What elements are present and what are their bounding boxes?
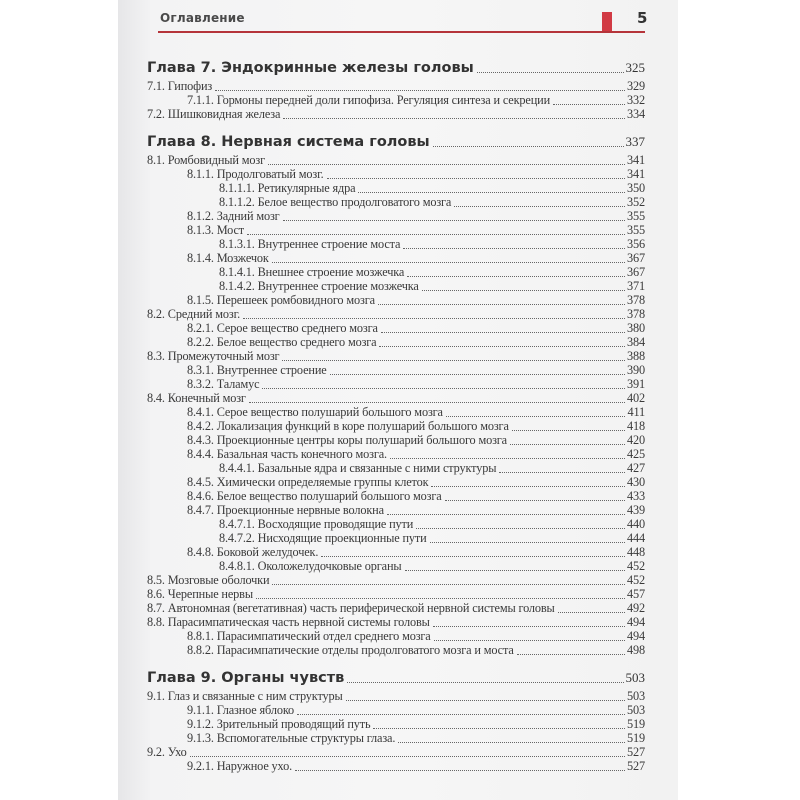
- toc-entry[interactable]: [147, 574, 645, 588]
- dot-leader: [517, 654, 625, 655]
- entry-title: 8.2. Средний мозг.: [147, 307, 241, 321]
- entry-title: 8.4.7. Проекционные нервные волокна: [187, 503, 384, 517]
- entry-title: 8.4.7.1. Восходящие проводящие пути: [219, 517, 414, 531]
- dot-leader: [256, 598, 625, 599]
- dot-leader: [433, 626, 625, 627]
- toc-entry[interactable]: [147, 490, 645, 504]
- entry-title: 8.1.3. Мост: [187, 223, 245, 237]
- entry-page: 439: [627, 503, 645, 517]
- toc-entry[interactable]: [147, 420, 645, 434]
- dot-leader: [422, 290, 625, 291]
- toc-entry[interactable]: [147, 704, 645, 718]
- entry-page: 430: [627, 475, 645, 489]
- dot-leader: [499, 472, 625, 473]
- entry-title: 8.4.1. Серое вещество полушарий большого мозга: [187, 405, 443, 419]
- entry-page: 355: [627, 209, 645, 223]
- dot-leader: [327, 178, 625, 179]
- toc-entry[interactable]: [147, 308, 645, 322]
- toc-entry[interactable]: [147, 80, 645, 94]
- entry-page: 427: [627, 461, 645, 475]
- dot-leader: [416, 528, 625, 529]
- dot-leader: [283, 220, 625, 221]
- toc-entry[interactable]: [147, 732, 645, 746]
- entry-page: 334: [627, 107, 645, 121]
- entry-title: 9.1. Глаз и связанные с ним структуры: [147, 689, 343, 703]
- entry-title: 8.1. Ромбовидный мозг: [147, 153, 265, 167]
- entry-page: 418: [627, 419, 645, 433]
- entry-page: 494: [627, 615, 645, 629]
- toc-entry[interactable]: [147, 406, 645, 420]
- entry-page: 498: [627, 643, 645, 657]
- toc-entry[interactable]: [147, 154, 645, 168]
- dot-leader: [247, 234, 625, 235]
- entry-page: 433: [627, 489, 645, 503]
- toc-entry[interactable]: [147, 364, 645, 378]
- entry-title: 8.8.2. Парасимпатические отделы продолговатого мозга и моста: [187, 643, 514, 657]
- entry-title: 9.2.1. Наружное ухо.: [187, 759, 293, 773]
- entry-page: 378: [627, 293, 645, 307]
- toc-entry[interactable]: [147, 588, 645, 602]
- dot-leader: [398, 742, 625, 743]
- entry-title: 8.8.1. Парасимпатический отдел среднего мозга: [187, 629, 431, 643]
- entry-title: 9.2. Ухо: [147, 745, 187, 759]
- entry-page: 411: [627, 405, 645, 419]
- dot-leader: [358, 192, 625, 193]
- entry-title: 8.8. Парасимпатическая часть нервной системы головы: [147, 615, 430, 629]
- toc-entry[interactable]: [147, 196, 645, 210]
- entry-title: 8.3.2. Таламус: [187, 377, 260, 391]
- dot-leader: [378, 304, 625, 305]
- entry-title: 8.1.1. Продолговатый мозг.: [187, 167, 324, 181]
- entry-page: 457: [627, 587, 645, 601]
- entry-title: 7.2. Шишковидная железа: [147, 107, 281, 121]
- toc-entry[interactable]: [147, 462, 645, 476]
- dot-leader: [379, 346, 625, 347]
- entry-page: 440: [627, 517, 645, 531]
- dot-leader: [243, 318, 625, 319]
- entry-page: 352: [627, 195, 645, 209]
- toc-entry[interactable]: [147, 718, 645, 732]
- entry-title: 9.1.2. Зрительный проводящий путь: [187, 717, 371, 731]
- entry-page: 448: [627, 545, 645, 559]
- entry-title: 7.1.1. Гормоны передней доли гипофиза. Регуляция синтеза и секреции: [187, 93, 551, 107]
- header-rule: [158, 31, 645, 33]
- entry-title: 8.4.5. Химически определяемые группы клеток: [187, 475, 429, 489]
- dot-leader: [430, 542, 625, 543]
- dot-leader: [249, 402, 625, 403]
- toc-entry[interactable]: [147, 476, 645, 490]
- entry-page: 367: [627, 251, 645, 265]
- entry-title: 8.3. Промежуточный мозг: [147, 349, 280, 363]
- entry-page: 350: [627, 181, 645, 195]
- dot-leader: [477, 72, 624, 73]
- entry-title: 8.1.5. Перешеек ромбовидного мозга: [187, 293, 375, 307]
- dot-leader: [373, 728, 625, 729]
- toc-entry[interactable]: [147, 630, 645, 644]
- entry-title: 8.4.4. Базальная часть конечного мозга.: [187, 447, 387, 461]
- dot-leader: [272, 584, 625, 585]
- toc-entry[interactable]: [147, 560, 645, 574]
- dot-leader: [454, 206, 625, 207]
- toc-entry[interactable]: [147, 392, 645, 406]
- dot-leader: [330, 374, 625, 375]
- entry-page: 367: [627, 265, 645, 279]
- running-header-title: Оглавление: [160, 11, 245, 25]
- dot-leader: [297, 714, 625, 715]
- entry-title: 8.1.3.1. Внутреннее строение моста: [219, 237, 401, 251]
- chapter-title: Глава 8. Нервная система головы: [147, 134, 430, 150]
- entry-title: 8.4.3. Проекционные центры коры полушарий большого мозга: [187, 433, 507, 447]
- entry-page: 378: [627, 307, 645, 321]
- dot-leader: [215, 90, 625, 91]
- entry-page: 494: [627, 629, 645, 643]
- entry-page: 341: [627, 167, 645, 181]
- toc-entry[interactable]: [147, 210, 645, 224]
- entry-title: 8.4.4.1. Базальные ядра и связанные с ними структуры: [219, 461, 497, 475]
- dot-leader: [553, 104, 625, 105]
- entry-title: 8.4.7.2. Нисходящие проекционные пути: [219, 531, 427, 545]
- page-number: 5: [637, 9, 648, 27]
- entry-title: 8.4.2. Локализация функций в коре полушарий большого мозга: [187, 419, 509, 433]
- entry-page: 355: [627, 223, 645, 237]
- toc-entry[interactable]: [147, 238, 645, 252]
- entry-page: 503: [627, 703, 645, 717]
- entry-title: 8.1.4.1. Внешнее строение мозжечка: [219, 265, 405, 279]
- header-accent-block: [602, 12, 612, 32]
- toc-entry[interactable]: [147, 746, 645, 760]
- toc-entry[interactable]: [147, 322, 645, 336]
- dot-leader: [190, 756, 625, 757]
- entry-page: 527: [627, 759, 645, 773]
- entry-page: 384: [627, 335, 645, 349]
- chapter-page: 503: [625, 670, 645, 685]
- entry-page: 390: [627, 363, 645, 377]
- entry-title: 8.1.4. Мозжечок: [187, 251, 269, 265]
- toc-entry[interactable]: [147, 760, 645, 774]
- entry-title: 9.1.3. Вспомогательные структуры глаза.: [187, 731, 396, 745]
- entry-page: 425: [627, 447, 645, 461]
- toc-entry[interactable]: [147, 504, 645, 518]
- entry-title: 8.4.6. Белое вещество полушарий большого мозга: [187, 489, 442, 503]
- toc-entry[interactable]: [147, 434, 645, 448]
- entry-page: 420: [627, 433, 645, 447]
- toc-entry[interactable]: [147, 616, 645, 630]
- dot-leader: [433, 146, 624, 147]
- dot-leader: [346, 700, 625, 701]
- entry-title: 8.4. Конечный мозг: [147, 391, 246, 405]
- toc-entry[interactable]: [147, 94, 645, 108]
- entry-page: 356: [627, 237, 645, 251]
- dot-leader: [405, 570, 625, 571]
- chapter-heading[interactable]: [147, 52, 645, 76]
- entry-page: 444: [627, 531, 645, 545]
- dot-leader: [321, 556, 625, 557]
- entry-title: 8.4.8. Боковой желудочек.: [187, 545, 319, 559]
- dot-leader: [283, 118, 625, 119]
- dot-leader: [510, 444, 625, 445]
- chapter-heading[interactable]: [147, 662, 645, 686]
- entry-page: 402: [627, 391, 645, 405]
- toc-entry[interactable]: [147, 294, 645, 308]
- chapter-page: 325: [625, 60, 645, 75]
- entry-page: 341: [627, 153, 645, 167]
- dot-leader: [558, 612, 625, 613]
- entry-page: 452: [627, 573, 645, 587]
- dot-leader: [446, 416, 626, 417]
- entry-title: 8.7. Автономная (вегетативная) часть периферической нервной системы головы: [147, 601, 555, 615]
- dot-leader: [390, 458, 625, 459]
- toc-entry[interactable]: [147, 690, 645, 704]
- entry-title: 8.2.1. Серое вещество среднего мозга: [187, 321, 378, 335]
- toc-entry[interactable]: [147, 336, 645, 350]
- dot-leader: [512, 430, 625, 431]
- dot-leader: [431, 486, 625, 487]
- entry-page: 380: [627, 321, 645, 335]
- entry-title: 8.1.1.2. Белое вещество продолговатого мозга: [219, 195, 452, 209]
- chapter-page: 337: [625, 134, 645, 149]
- entry-title: 8.5. Мозговые оболочки: [147, 573, 270, 587]
- entry-title: 8.1.4.2. Внутреннее строение мозжечка: [219, 279, 419, 293]
- chapter-title: Глава 9. Органы чувств: [147, 670, 345, 686]
- toc-entry[interactable]: [147, 280, 645, 294]
- entry-page: 492: [627, 601, 645, 615]
- chapter-heading[interactable]: [147, 126, 645, 150]
- dot-leader: [295, 770, 625, 771]
- toc-entry[interactable]: [147, 266, 645, 280]
- entry-title: 8.2.2. Белое вещество среднего мозга: [187, 335, 377, 349]
- entry-title: 8.1.2. Задний мозг: [187, 209, 280, 223]
- dot-leader: [282, 360, 625, 361]
- toc-entry[interactable]: [147, 532, 645, 546]
- entry-title: 9.1.1. Глазное яблоко: [187, 703, 295, 717]
- entry-title: 7.1. Гипофиз: [147, 79, 213, 93]
- entry-page: 329: [627, 79, 645, 93]
- toc-entry[interactable]: [147, 252, 645, 266]
- dot-leader: [272, 262, 625, 263]
- dot-leader: [262, 388, 625, 389]
- dot-leader: [268, 164, 625, 165]
- entry-page: 519: [627, 731, 645, 745]
- dot-leader: [407, 276, 625, 277]
- chapter-title: Глава 7. Эндокринные железы головы: [147, 60, 474, 76]
- toc-entry[interactable]: [147, 644, 645, 658]
- entry-page: 519: [627, 717, 645, 731]
- toc-entry[interactable]: [147, 108, 645, 122]
- entry-title: 8.6. Черепные нервы: [147, 587, 253, 601]
- toc-entry[interactable]: [147, 350, 645, 364]
- dot-leader: [434, 640, 625, 641]
- entry-page: 452: [627, 559, 645, 573]
- entry-page: 527: [627, 745, 645, 759]
- dot-leader: [381, 332, 625, 333]
- entry-title: 8.4.8.1. Околожелудочковые органы: [219, 559, 402, 573]
- toc-entry[interactable]: [147, 378, 645, 392]
- entry-title: 8.1.1.1. Ретикулярные ядра: [219, 181, 356, 195]
- dot-leader: [403, 248, 625, 249]
- dot-leader: [387, 514, 625, 515]
- entry-title: 8.3.1. Внутреннее строение: [187, 363, 327, 377]
- entry-page: 332: [627, 93, 645, 107]
- entry-page: 391: [627, 377, 645, 391]
- dot-leader: [445, 500, 625, 501]
- toc-entry[interactable]: [147, 224, 645, 238]
- toc-entry[interactable]: [147, 168, 645, 182]
- entry-page: 371: [627, 279, 645, 293]
- entry-page: 503: [627, 689, 645, 703]
- dot-leader: [347, 682, 623, 683]
- toc-entry[interactable]: [147, 602, 645, 616]
- toc-entry[interactable]: [147, 546, 645, 560]
- toc-entry[interactable]: [147, 448, 645, 462]
- table-of-contents: [147, 52, 645, 774]
- toc-entry[interactable]: [147, 182, 645, 196]
- toc-entry[interactable]: [147, 518, 645, 532]
- entry-page: 388: [627, 349, 645, 363]
